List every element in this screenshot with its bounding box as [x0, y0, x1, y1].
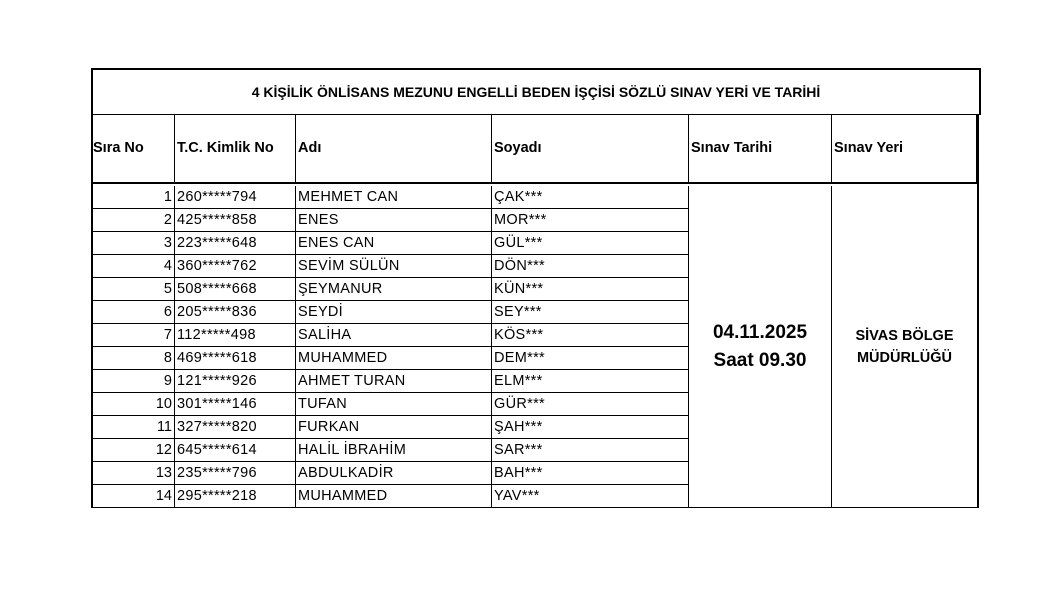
- exam-schedule-table: [91, 68, 979, 508]
- first-name-cell: HALİL İBRAHİM: [296, 439, 492, 462]
- table-row: [91, 255, 689, 278]
- first-name-cell: ŞEYMANUR: [296, 278, 492, 301]
- table-row: [91, 347, 689, 370]
- last-name-cell: BAH***: [492, 462, 689, 485]
- row-number: 4: [91, 255, 175, 278]
- table-row: [91, 209, 689, 232]
- table-row: [91, 278, 689, 301]
- last-name-cell: YAV***: [492, 485, 689, 508]
- first-name-cell: ABDULKADİR: [296, 462, 492, 485]
- row-number: 1: [91, 186, 175, 209]
- tc-kimlik-cell: 301*****146: [175, 393, 296, 416]
- header-sinav-tarihi: Sınav Tarihi: [689, 114, 832, 184]
- row-number: 8: [91, 347, 175, 370]
- row-number: 6: [91, 301, 175, 324]
- first-name-cell: SEYDİ: [296, 301, 492, 324]
- header-soyadi: Soyadı: [492, 114, 689, 184]
- exam-place-cell: [832, 186, 979, 508]
- exam-datetime-cell: [689, 186, 832, 508]
- table-title: 4 KİŞİLİK ÖNLİSANS MEZUNU ENGELLİ BEDEN İŞÇİSİ SÖZLÜ SINAV YERİ VE TARİHİ: [91, 68, 981, 115]
- table-row: [91, 324, 689, 347]
- exam-place-line1: SİVAS BÖLGE: [855, 327, 954, 344]
- tc-kimlik-cell: 508*****668: [175, 278, 296, 301]
- tc-kimlik-cell: 260*****794: [175, 186, 296, 209]
- table-row: [91, 416, 689, 439]
- tc-kimlik-cell: 645*****614: [175, 439, 296, 462]
- last-name-cell: DÖN***: [492, 255, 689, 278]
- row-number: 13: [91, 462, 175, 485]
- last-name-cell: ÇAK***: [492, 186, 689, 209]
- first-name-cell: ENES CAN: [296, 232, 492, 255]
- row-number: 14: [91, 485, 175, 508]
- table-row: [91, 485, 689, 508]
- last-name-cell: ŞAH***: [492, 416, 689, 439]
- last-name-cell: GÜR***: [492, 393, 689, 416]
- first-name-cell: ENES: [296, 209, 492, 232]
- row-number: 5: [91, 278, 175, 301]
- table-row: [91, 232, 689, 255]
- first-name-cell: MUHAMMED: [296, 485, 492, 508]
- table-row: [91, 301, 689, 324]
- table-right-border: [977, 114, 979, 186]
- tc-kimlik-cell: 327*****820: [175, 416, 296, 439]
- tc-kimlik-cell: 121*****926: [175, 370, 296, 393]
- first-name-cell: TUFAN: [296, 393, 492, 416]
- first-name-cell: FURKAN: [296, 416, 492, 439]
- table-row: [91, 186, 689, 209]
- last-name-cell: SEY***: [492, 301, 689, 324]
- row-number: 9: [91, 370, 175, 393]
- first-name-cell: SALİHA: [296, 324, 492, 347]
- header-tc-kimlik-no: T.C. Kimlik No: [175, 114, 296, 184]
- first-name-cell: SEVİM SÜLÜN: [296, 255, 492, 278]
- first-name-cell: MEHMET CAN: [296, 186, 492, 209]
- header-sira-no: Sıra No: [91, 114, 175, 184]
- row-number: 12: [91, 439, 175, 462]
- exam-time: Saat 09.30: [713, 349, 807, 371]
- last-name-cell: DEM***: [492, 347, 689, 370]
- row-number: 7: [91, 324, 175, 347]
- exam-place-line2: MÜDÜRLÜĞÜ: [856, 349, 953, 366]
- tc-kimlik-cell: 469*****618: [175, 347, 296, 370]
- last-name-cell: GÜL***: [492, 232, 689, 255]
- tc-kimlik-cell: 360*****762: [175, 255, 296, 278]
- header-adi: Adı: [296, 114, 492, 184]
- tc-kimlik-cell: 112*****498: [175, 324, 296, 347]
- tc-kimlik-cell: 425*****858: [175, 209, 296, 232]
- tc-kimlik-cell: 205*****836: [175, 301, 296, 324]
- first-name-cell: AHMET TURAN: [296, 370, 492, 393]
- tc-kimlik-cell: 235*****796: [175, 462, 296, 485]
- row-number: 11: [91, 416, 175, 439]
- tc-kimlik-cell: 223*****648: [175, 232, 296, 255]
- row-number: 10: [91, 393, 175, 416]
- last-name-cell: ELM***: [492, 370, 689, 393]
- last-name-cell: MOR***: [492, 209, 689, 232]
- table-row: [91, 439, 689, 462]
- last-name-cell: KÜN***: [492, 278, 689, 301]
- table-row: [91, 370, 689, 393]
- row-number: 3: [91, 232, 175, 255]
- tc-kimlik-cell: 295*****218: [175, 485, 296, 508]
- table-row: [91, 393, 689, 416]
- last-name-cell: SAR***: [492, 439, 689, 462]
- table-row: [91, 462, 689, 485]
- first-name-cell: MUHAMMED: [296, 347, 492, 370]
- exam-date: 04.11.2025: [712, 321, 808, 343]
- last-name-cell: KÖS***: [492, 324, 689, 347]
- row-number: 2: [91, 209, 175, 232]
- header-sinav-yeri: Sınav Yeri: [832, 114, 977, 184]
